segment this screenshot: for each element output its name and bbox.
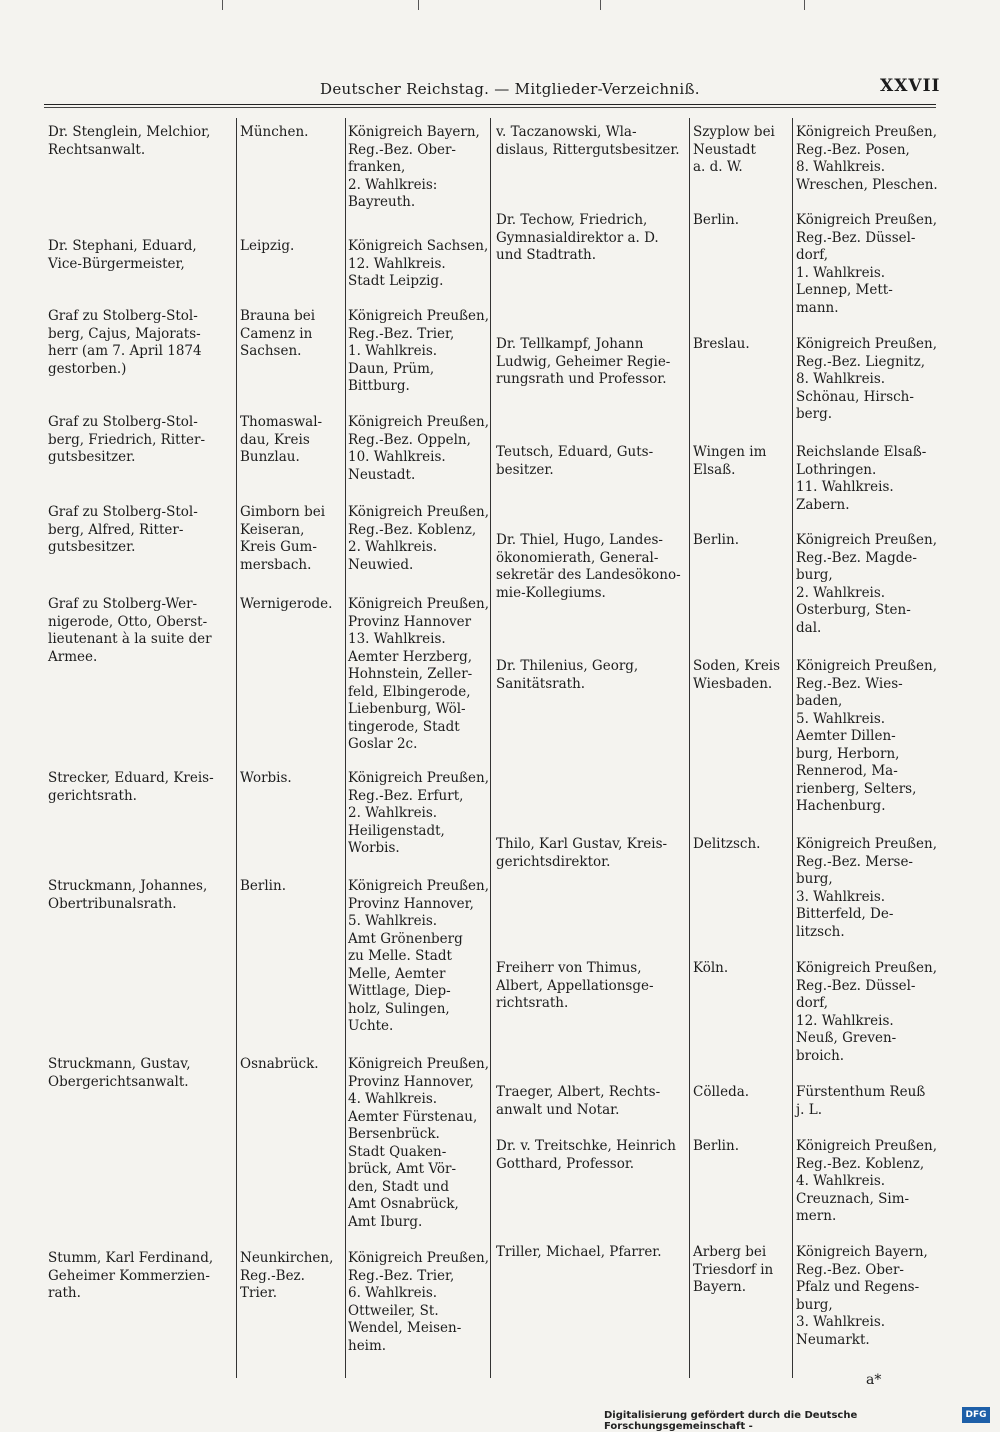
- member-district: Königreich Preußen, Reg.-Bez. Oppeln, 10. Wahlkreis. Neustadt.: [348, 414, 490, 483]
- member-residence: Leipzig.: [240, 238, 295, 254]
- member-name: Strecker, Eduard, Kreis- gerichtsrath.: [48, 770, 214, 804]
- member-residence: Köln.: [693, 960, 729, 976]
- member-name: Graf zu Stolberg-Stol- berg, Alfred, Ritter- gutsbesitzer.: [48, 504, 198, 555]
- member-district: Königreich Sachsen, 12. Wahlkreis. Stadt Leipzig.: [348, 238, 489, 289]
- column-divider: [689, 118, 690, 1378]
- header-rule-secondary: [44, 107, 936, 108]
- column-divider: [345, 118, 346, 1378]
- member-residence: Worbis.: [240, 770, 292, 786]
- member-name: Stumm, Karl Ferdinand, Geheimer Kommerzien- rath.: [48, 1250, 214, 1301]
- top-edge-marks: [0, 0, 1000, 14]
- member-residence: Breslau.: [693, 336, 750, 352]
- member-district: Königreich Preußen, Provinz Hannover, 5. Wahlkreis. Amt Grönenberg zu Melle. Stadt Melle, Aemter Wittlage, Diep- holz, Sulingen, Uchte.: [348, 878, 490, 1034]
- column-divider: [792, 118, 793, 1378]
- digitization-credit: Digitalisierung gefördert durch die Deutsche Forschungsgemeinschaft -: [604, 1410, 858, 1432]
- member-district: Königreich Preußen, Reg.-Bez. Wies- baden, 5. Wahlkreis. Aemter Dillen- burg, Herborn, Rennerod, Ma- rienberg, Selters, Hachenburg.: [796, 658, 938, 814]
- member-residence: Soden, Kreis Wiesbaden.: [693, 658, 781, 692]
- member-district: Königreich Preußen, Reg.-Bez. Koblenz, 2. Wahlkreis. Neuwied.: [348, 504, 490, 573]
- member-name: Thilo, Karl Gustav, Kreis- gerichtsdirektor.: [496, 836, 668, 870]
- member-district: Fürstenthum Reuß j. L.: [796, 1084, 926, 1118]
- member-district: Königreich Preußen, Reg.-Bez. Liegnitz, 8. Wahlkreis. Schönau, Hirsch- berg.: [796, 336, 938, 422]
- member-residence: Delitzsch.: [693, 836, 761, 852]
- member-district: Königreich Preußen, Provinz Hannover 13. Wahlkreis. Aemter Herzberg, Hohnstein, Zeller- feld, Elbingerode, Liebenburg, Wöl- tingerode, Stadt Goslar 2c.: [348, 596, 490, 752]
- member-residence: Berlin.: [240, 878, 286, 894]
- member-name: v. Taczanowski, Wla- dislaus, Rittergutsbesitzer.: [496, 124, 680, 158]
- member-district: Königreich Preußen, Reg.-Bez. Merse- burg, 3. Wahlkreis. Bitterfeld, De- litzsch.: [796, 836, 938, 940]
- member-district: Königreich Preußen, Reg.-Bez. Posen, 8. Wahlkreis. Wreschen, Pleschen.: [796, 124, 938, 193]
- member-name: Dr. Stephani, Eduard, Vice-Bürgermeister,: [48, 238, 197, 272]
- member-residence: München.: [240, 124, 309, 140]
- page-header: [0, 76, 1000, 100]
- page-number: XXVII: [880, 76, 941, 96]
- member-district: Königreich Preußen, Reg.-Bez. Trier, 1. Wahlkreis. Daun, Prüm, Bittburg.: [348, 308, 490, 394]
- member-district: Königreich Bayern, Reg.-Bez. Ober- franken, 2. Wahlkreis: Bayreuth.: [348, 124, 480, 210]
- member-name: Graf zu Stolberg-Stol- berg, Friedrich, Ritter- gutsbesitzer.: [48, 414, 206, 465]
- member-district: Königreich Preußen, Reg.-Bez. Trier, 6. Wahlkreis. Ottweiler, St. Wendel, Meisen- heim.: [348, 1250, 490, 1354]
- member-name: Dr. Thilenius, Georg, Sanitätsrath.: [496, 658, 639, 692]
- member-residence: Cölleda.: [693, 1084, 750, 1100]
- member-residence: Wernigerode.: [240, 596, 333, 612]
- signature-mark: a*: [866, 1372, 882, 1388]
- member-name: Traeger, Albert, Rechts- anwalt und Notar.: [496, 1084, 661, 1118]
- member-residence: Szyplow bei Neustadt a. d. W.: [693, 124, 775, 175]
- member-residence: Berlin.: [693, 532, 739, 548]
- member-name: Dr. v. Treitschke, Heinrich Gotthard, Professor.: [496, 1138, 676, 1172]
- member-residence: Brauna bei Camenz in Sachsen.: [240, 308, 316, 359]
- member-district: Königreich Preußen, Reg.-Bez. Erfurt, 2. Wahlkreis. Heiligenstadt, Worbis.: [348, 770, 490, 856]
- member-name: Graf zu Stolberg-Wer- nigerode, Otto, Oberst- lieutenant à la suite der Armee.: [48, 596, 212, 665]
- member-residence: Arberg bei Triesdorf in Bayern.: [693, 1244, 774, 1295]
- member-name: Triller, Michael, Pfarrer.: [496, 1244, 662, 1260]
- member-name: Struckmann, Gustav, Obergerichtsanwalt.: [48, 1056, 191, 1090]
- member-name: Teutsch, Eduard, Guts- besitzer.: [496, 444, 654, 478]
- member-residence: Neunkirchen, Reg.-Bez. Trier.: [240, 1250, 334, 1301]
- member-name: Freiherr von Thimus, Albert, Appellationsge- richtsrath.: [496, 960, 654, 1011]
- member-residence: Berlin.: [693, 1138, 739, 1154]
- member-residence: Osnabrück.: [240, 1056, 319, 1072]
- member-name: Dr. Tellkampf, Johann Ludwig, Geheimer Regie- rungsrath und Professor.: [496, 336, 671, 387]
- member-name: Graf zu Stolberg-Stol- berg, Cajus, Majorats- herr (am 7. April 1874 gestorben.): [48, 308, 202, 377]
- header-rule: [44, 104, 936, 105]
- member-district: Königreich Bayern, Reg.-Bez. Ober- Pfalz und Regens- burg, 3. Wahlkreis. Neumarkt.: [796, 1244, 928, 1348]
- member-residence: Wingen im Elsaß.: [693, 444, 767, 478]
- member-district: Königreich Preußen, Reg.-Bez. Düssel- dorf, 1. Wahlkreis. Lennep, Mett- mann.: [796, 212, 938, 316]
- member-residence: Gimborn bei Keiseran, Kreis Gum- mersbach.: [240, 504, 326, 573]
- member-district: Königreich Preußen, Reg.-Bez. Magde- burg, 2. Wahlkreis. Osterburg, Sten- dal.: [796, 532, 938, 636]
- running-title: Deutscher Reichstag. — Mitglieder-Verzeichniß.: [320, 80, 700, 98]
- member-district: Königreich Preußen, Reg.-Bez. Koblenz, 4. Wahlkreis. Creuznach, Sim- mern.: [796, 1138, 938, 1224]
- member-residence: Thomaswal- dau, Kreis Bunzlau.: [240, 414, 323, 465]
- member-district: Königreich Preußen, Reg.-Bez. Düssel- dorf, 12. Wahlkreis. Neuß, Greven- broich.: [796, 960, 938, 1064]
- member-district: Reichslande Elsaß- Lothringen. 11. Wahlkreis. Zabern.: [796, 444, 927, 513]
- member-name: Dr. Thiel, Hugo, Landes- ökonomierath, General- sekretär des Landesökono- mie-Kollegiums.: [496, 532, 681, 601]
- member-district: Königreich Preußen, Provinz Hannover, 4. Wahlkreis. Aemter Fürstenau, Bersenbrück. Stadt Quaken- brück, Amt Vör- den, Stadt und Amt Osnabrück, Amt Iburg.: [348, 1056, 490, 1230]
- member-residence: Berlin.: [693, 212, 739, 228]
- column-divider: [490, 118, 491, 1378]
- member-name: Struckmann, Johannes, Obertribunalsrath.: [48, 878, 208, 912]
- member-name: Dr. Techow, Friedrich, Gymnasialdirektor a. D. und Stadtrath.: [496, 212, 659, 263]
- member-name: Dr. Stenglein, Melchior, Rechtsanwalt.: [48, 124, 211, 158]
- column-divider: [236, 118, 237, 1378]
- dfg-logo-icon: DFG: [962, 1407, 990, 1423]
